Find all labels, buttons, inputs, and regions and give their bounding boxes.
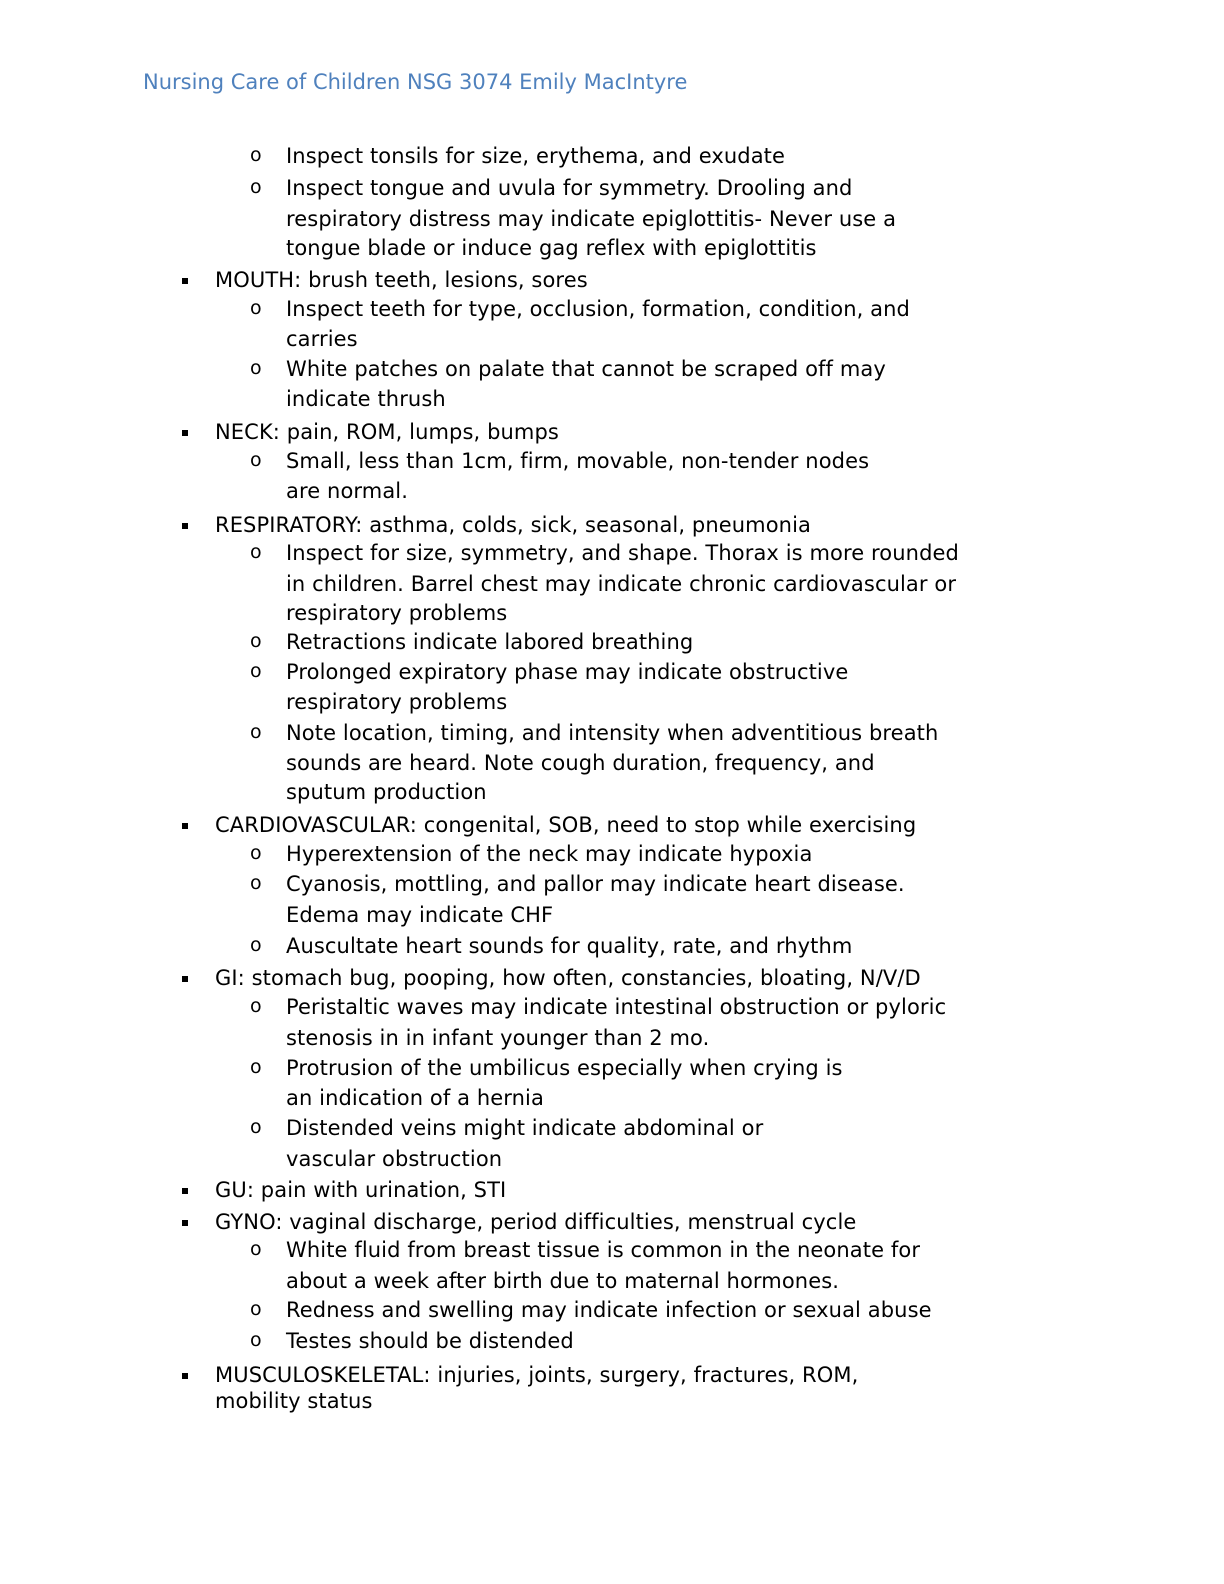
sub-bullet-text: tongue blade or induce gag reflex with epiglottitis [286,236,817,260]
sub-bullet-text: are normal. [286,479,408,503]
sub-bullet-text: Testes should be distended [286,1329,574,1353]
circle-bullet-icon: o [250,357,262,379]
section-bullet-text: mobility status [215,1389,373,1413]
circle-bullet-icon: o [250,144,262,166]
circle-bullet-icon: o [250,176,262,198]
section-bullet-text: MUSCULOSKELETAL: injuries, joints, surgery, fractures, ROM, [215,1363,859,1387]
circle-bullet-icon: o [250,842,262,864]
square-bullet-icon [182,523,188,529]
sub-bullet-text: Cyanosis, mottling, and pallor may indicate heart disease. [286,872,905,896]
circle-bullet-icon: o [250,1056,262,1078]
circle-bullet-icon: o [250,721,262,743]
square-bullet-icon [182,1220,188,1226]
sub-bullet-text: carries [286,327,358,351]
circle-bullet-icon: o [250,297,262,319]
square-bullet-icon [182,823,188,829]
sub-bullet-text: Prolonged expiratory phase may indicate obstructive [286,660,849,684]
square-bullet-icon [182,976,188,982]
sub-bullet-text: Redness and swelling may indicate infection or sexual abuse [286,1298,932,1322]
circle-bullet-icon: o [250,872,262,894]
sub-bullet-text: indicate thrush [286,387,446,411]
sub-bullet-text: Small, less than 1cm, firm, movable, non-tender nodes [286,449,870,473]
circle-bullet-icon: o [250,1238,262,1260]
sub-bullet-text: respiratory distress may indicate epiglottitis- Never use a [286,207,897,231]
section-bullet-text: RESPIRATORY: asthma, colds, sick, seasonal, pneumonia [215,513,811,537]
circle-bullet-icon: o [250,660,262,682]
page-header: Nursing Care of Children NSG 3074 Emily MacIntyre [143,70,688,94]
section-bullet-text: GU: pain with urination, STI [215,1178,507,1202]
sub-bullet-text: Peristaltic waves may indicate intestinal obstruction or pyloric [286,995,947,1019]
section-bullet-text: MOUTH: brush teeth, lesions, sores [215,268,588,292]
sub-bullet-text: Inspect for size, symmetry, and shape. Thorax is more rounded [286,541,959,565]
sub-bullet-text: Retractions indicate labored breathing [286,630,694,654]
circle-bullet-icon: o [250,934,262,956]
sub-bullet-text: Note location, timing, and intensity when adventitious breath [286,721,939,745]
square-bullet-icon [182,430,188,436]
sub-bullet-text: Distended veins might indicate abdominal or [286,1116,764,1140]
circle-bullet-icon: o [250,449,262,471]
circle-bullet-icon: o [250,1116,262,1138]
section-bullet-text: CARDIOVASCULAR: congenital, SOB, need to stop while exercising [215,813,917,837]
sub-bullet-text: Hyperextension of the neck may indicate hypoxia [286,842,813,866]
sub-bullet-text: respiratory problems [286,690,508,714]
circle-bullet-icon: o [250,541,262,563]
sub-bullet-text: Inspect tongue and uvula for symmetry. Drooling and [286,176,853,200]
sub-bullet-text: Protrusion of the umbilicus especially when crying is [286,1056,843,1080]
sub-bullet-text: Auscultate heart sounds for quality, rate, and rhythm [286,934,853,958]
sub-bullet-text: an indication of a hernia [286,1086,544,1110]
square-bullet-icon [182,1373,188,1379]
section-bullet-text: GI: stomach bug, pooping, how often, constancies, bloating, N/V/D [215,966,921,990]
sub-bullet-text: vascular obstruction [286,1147,503,1171]
sub-bullet-text: Inspect teeth for type, occlusion, formation, condition, and [286,297,910,321]
section-bullet-text: GYNO: vaginal discharge, period difficulties, menstrual cycle [215,1210,857,1234]
sub-bullet-text: Edema may indicate CHF [286,903,554,927]
sub-bullet-text: sputum production [286,780,487,804]
section-bullet-text: NECK: pain, ROM, lumps, bumps [215,420,559,444]
circle-bullet-icon: o [250,1329,262,1351]
sub-bullet-text: stenosis in in infant younger than 2 mo. [286,1026,710,1050]
square-bullet-icon [182,1188,188,1194]
sub-bullet-text: in children. Barrel chest may indicate chronic cardiovascular or [286,572,957,596]
sub-bullet-text: Inspect tonsils for size, erythema, and exudate [286,144,786,168]
sub-bullet-text: White fluid from breast tissue is common in the neonate for [286,1238,921,1262]
circle-bullet-icon: o [250,630,262,652]
sub-bullet-text: about a week after birth due to maternal hormones. [286,1269,840,1293]
sub-bullet-text: sounds are heard. Note cough duration, frequency, and [286,751,875,775]
circle-bullet-icon: o [250,995,262,1017]
square-bullet-icon [182,278,188,284]
circle-bullet-icon: o [250,1298,262,1320]
sub-bullet-text: respiratory problems [286,601,508,625]
sub-bullet-text: White patches on palate that cannot be scraped off may [286,357,886,381]
